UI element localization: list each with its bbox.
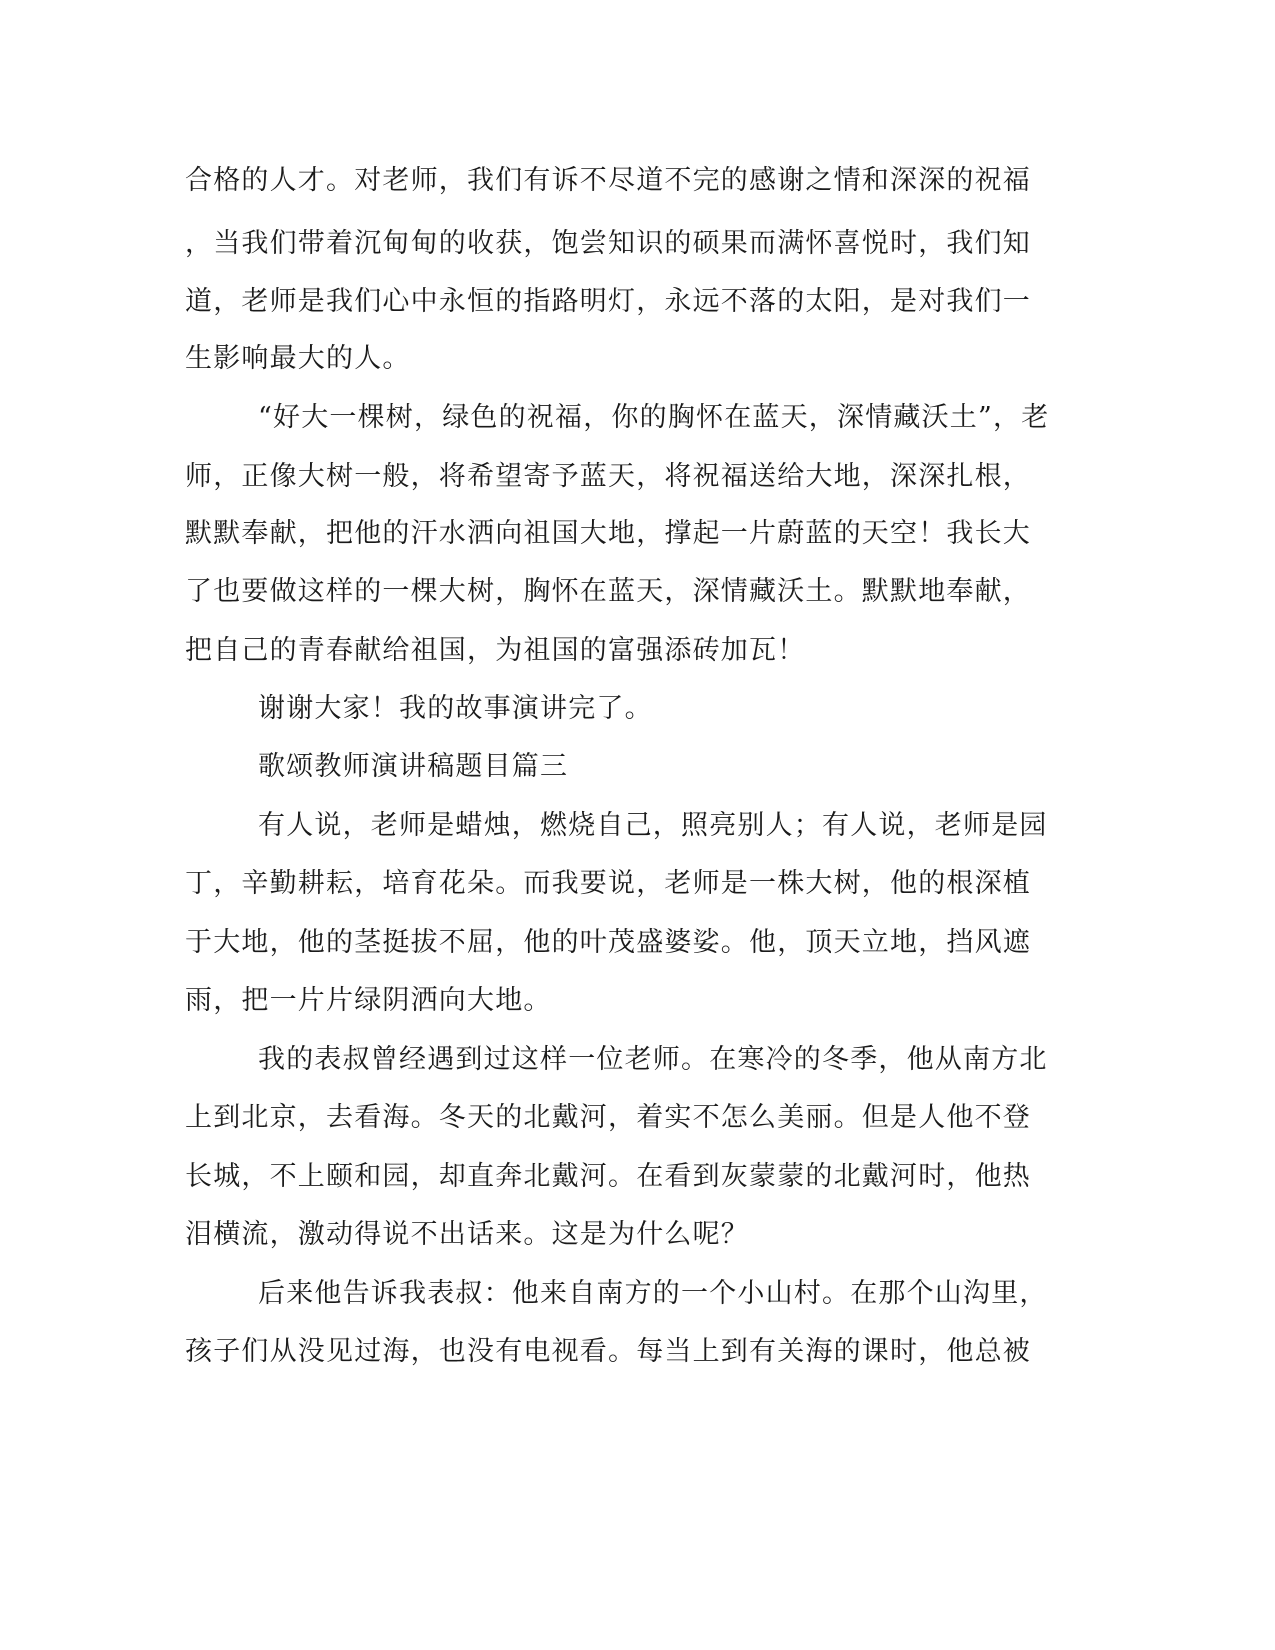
text-line: 合格的人才。对老师，我们有诉不尽道不完的感谢之情和深深的祝福 bbox=[185, 165, 1031, 196]
text-line: “好大一棵树，绿色的祝福，你的胸怀在蓝天，深情藏沃土”，老 bbox=[258, 402, 1050, 433]
text-line: 上到北京，去看海。冬天的北戴河，着实不怎么美丽。但是人他不登 bbox=[185, 1102, 1031, 1133]
text-line: 丁，辛勤耕耘，培育花朵。而我要说，老师是一株大树，他的根深植 bbox=[185, 868, 1031, 899]
text-line: 于大地，他的茎挺拔不屈，他的叶茂盛婆娑。他，顶天立地，挡风遮 bbox=[185, 927, 1031, 958]
text-line: 师，正像大树一般，将希望寄予蓝天，将祝福送给大地，深深扎根， bbox=[185, 461, 1031, 492]
text-line: 道，老师是我们心中永恒的指路明灯，永远不落的太阳，是对我们一 bbox=[185, 286, 1031, 317]
text-line: 生影响最大的人。 bbox=[185, 343, 411, 374]
text-line: 默默奉献，把他的汗水洒向祖国大地，撑起一片蔚蓝的天空！我长大 bbox=[185, 518, 1031, 549]
text-line: 长城，不上颐和园，却直奔北戴河。在看到灰蒙蒙的北戴河时，他热 bbox=[185, 1161, 1031, 1192]
text-line: 把自己的青春献给祖国，为祖国的富强添砖加瓦！ bbox=[185, 635, 806, 666]
text-line: 了也要做这样的一棵大树，胸怀在蓝天，深情藏沃土。默默地奉献， bbox=[185, 576, 1031, 607]
text-line: 我的表叔曾经遇到过这样一位老师。在寒冷的冬季，他从南方北 bbox=[258, 1044, 1048, 1075]
text-line: 谢谢大家！我的故事演讲完了。 bbox=[258, 693, 653, 724]
text-line: 后来他告诉我表叔：他来自南方的一个小山村。在那个山沟里， bbox=[258, 1278, 1048, 1309]
text-line: 孩子们从没见过海，也没有电视看。每当上到有关海的课时，他总被 bbox=[185, 1336, 1031, 1367]
text-line: 泪横流，激动得说不出话来。这是为什么呢？ bbox=[185, 1219, 749, 1250]
section-heading: 歌颂教师演讲稿题目篇三 bbox=[258, 751, 569, 782]
text-line: ，当我们带着沉甸甸的收获，饱尝知识的硕果而满怀喜悦时，我们知 bbox=[185, 228, 1031, 259]
text-line: 雨，把一片片绿阴洒向大地。 bbox=[185, 985, 552, 1016]
text-line: 有人说，老师是蜡烛，燃烧自己，照亮别人；有人说，老师是园 bbox=[258, 810, 1048, 841]
